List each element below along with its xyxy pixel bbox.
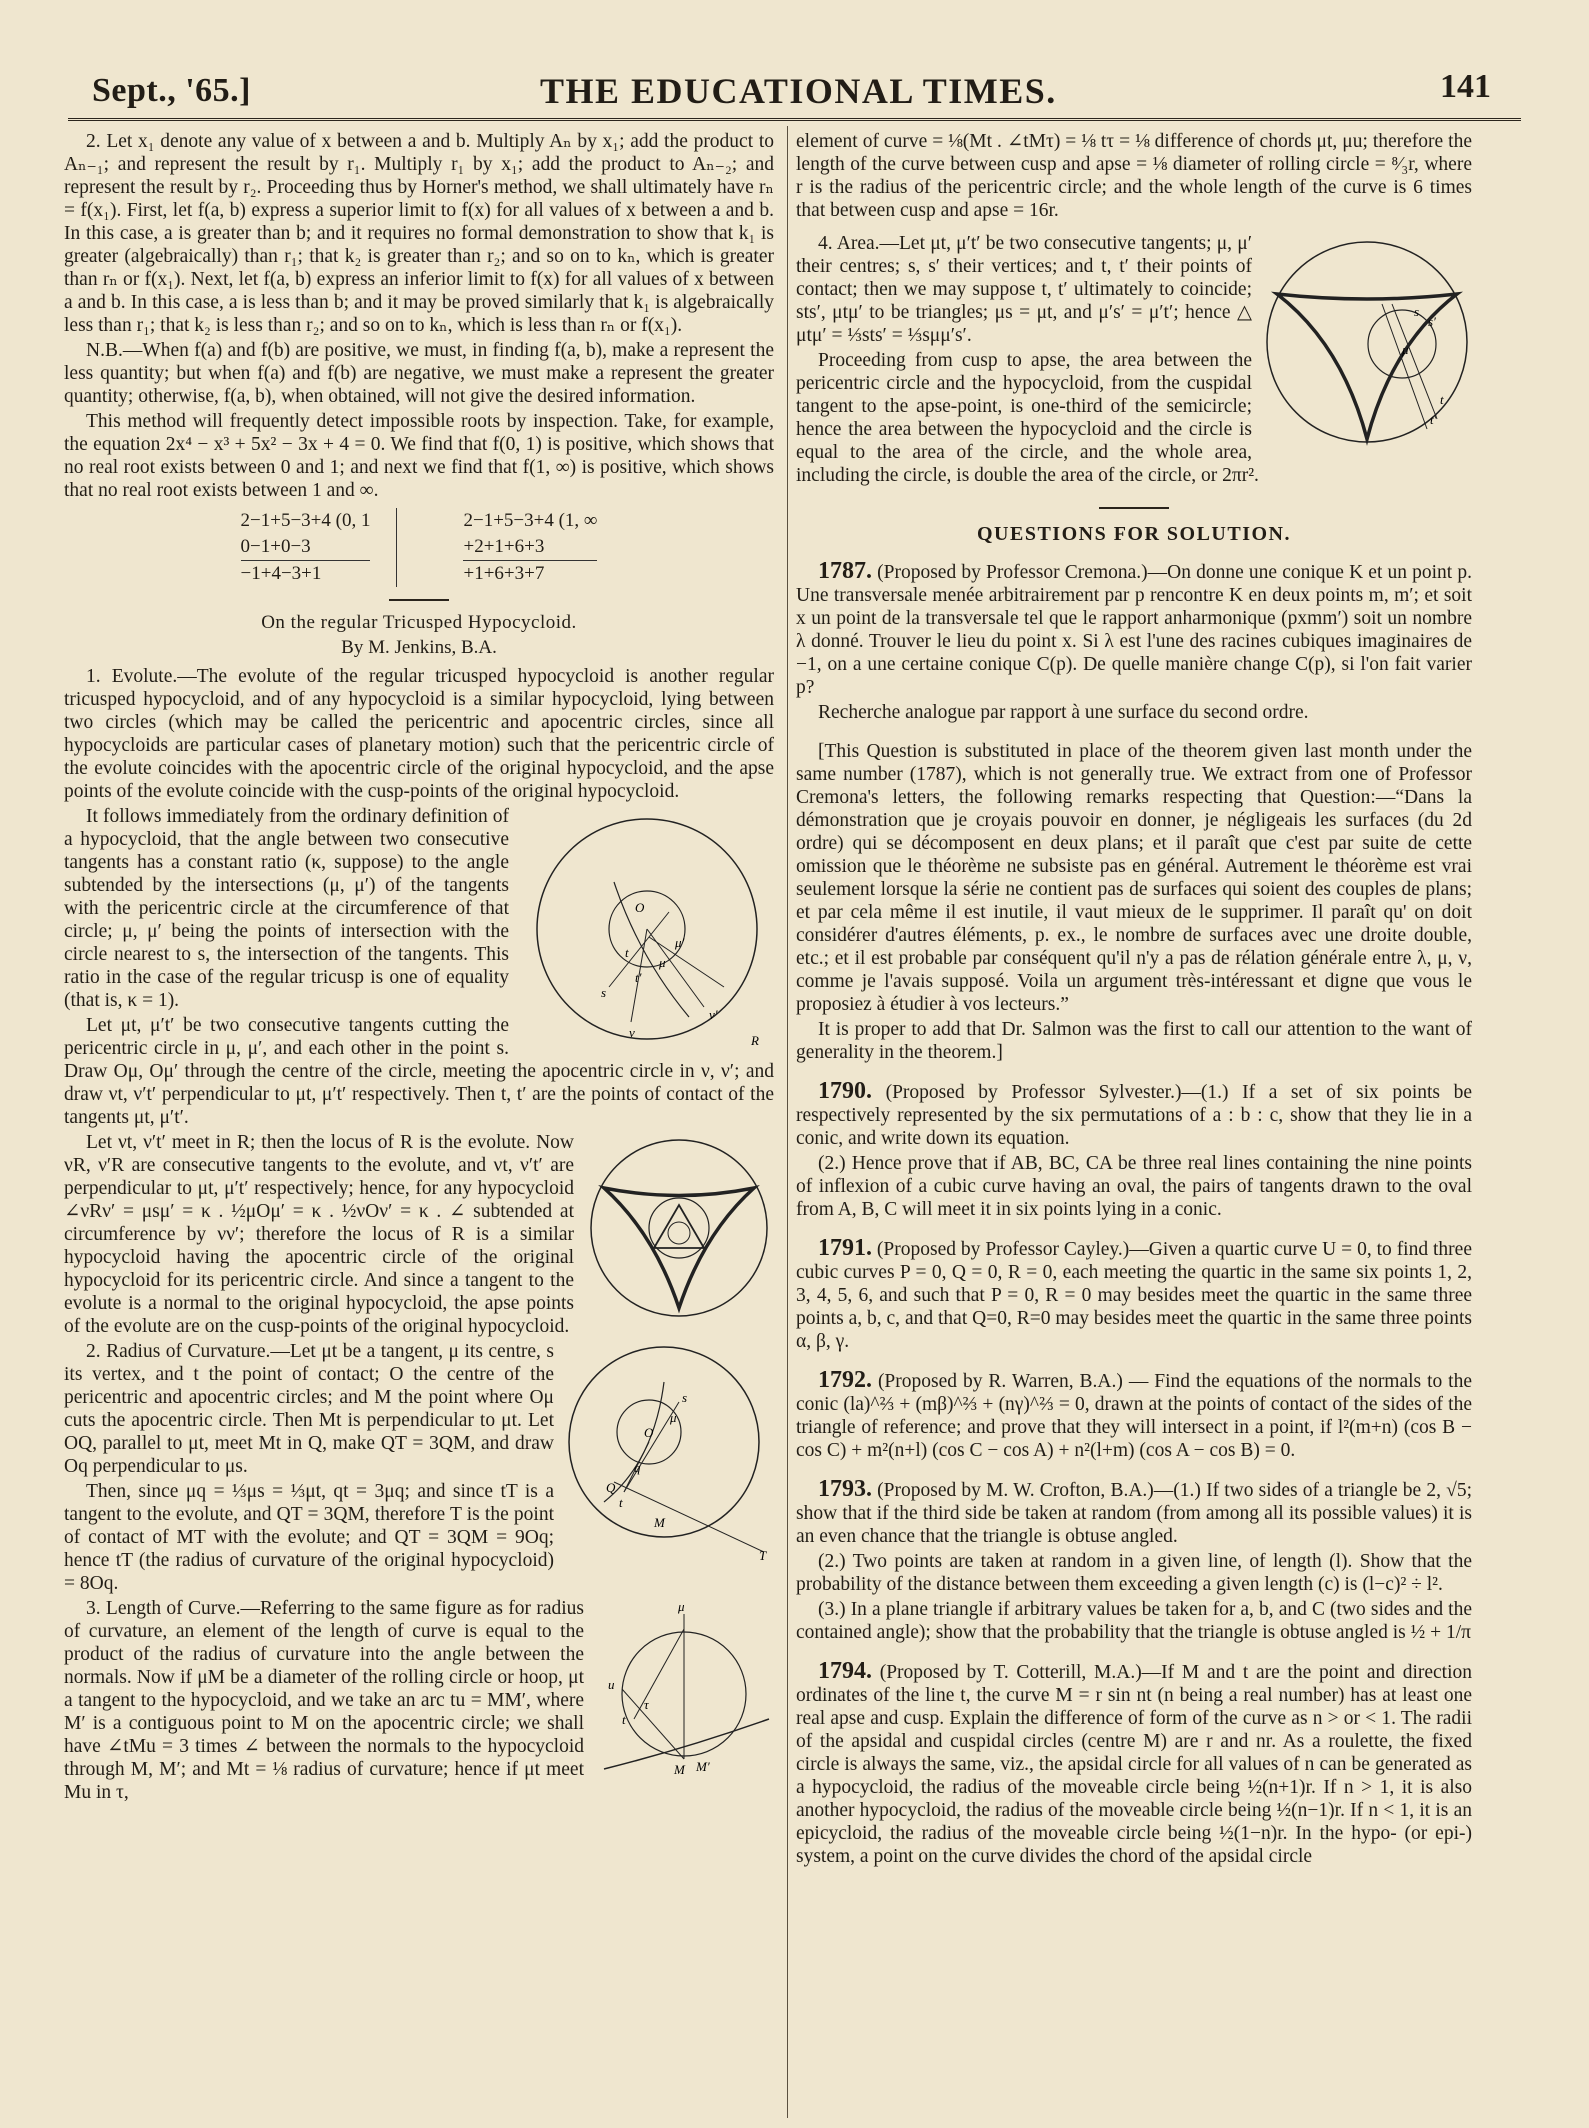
then-paragraph: Then, since μq = ⅓μs = ⅓μt, qt = 3μq; and since tT is a tangent to the evolute, and QT = 3QM, therefore T is the point of contact of MT with the evolute; and QT = 3QM = 9Oq; hence tT (the radius of curvature of the original hypocycloid) = 8Oq. <box>64 1481 554 1594</box>
length-of-curve-figure <box>594 1599 774 1779</box>
calc-left-row: 2−1+5−3+4 (0, 1 <box>240 510 371 531</box>
calc-left-result: −1+4−3+1 <box>241 560 371 587</box>
spacer <box>796 726 1472 740</box>
nb-paragraph: N.B.—When f(a) and f(b) are positive, we must, in finding f(a, b), make a represent the less quantity; but when f(a) and f(b) are negative, we must make a represent the greater quantity; otherwise, f(a, b), when obtained, will not give the desired information. <box>64 340 774 407</box>
fig3-label: μ <box>670 1410 677 1425</box>
question-1787-b: Recherche analogue par rapport à une surface du second ordre. <box>818 702 1309 723</box>
fig1-label: t <box>625 945 629 960</box>
figure-block-4 <box>64 1597 774 1806</box>
fig4-label: t <box>622 1712 626 1727</box>
fig5-label: μ <box>1402 342 1409 357</box>
calc-right-row: 2−1+5−3+4 (1, ∞ <box>463 510 598 531</box>
spacer <box>796 1464 1472 1478</box>
question-1787-note: [This Question is substituted in place of the theorem given last month under the same number (1787), which is not generally true. We extract from one of Professor Cremona's letters, the following remarks respecting that Question:—“Dans la démonstration que je croyais pouvoir en donner, je négligeais les surfaces (du 2d ordre) qui se décomposent en deux plans; et il paraît que c'est par suite de cette omission que le théorème ne subsiste pas en général. Autrement le théorème est vrai seulement lorsque la série ne contient pas de surfaces qui soient des couples de plans; et par cela même il est inutile, il vaut mieux de le supprimer. Il paraît qu' on doit considérer d'autres éléments, p. ex., le nombre de surfaces avec une droite double, etc.; et il est probable par conséquent qu'il n'y a pas de rélation générale entre λ, μ, ν, comme je l'avais supposé. Voila un argument très-intéressant et digne que vous le proposiez à étudier à vos lecteurs.” <box>796 741 1472 1015</box>
question-1793 <box>796 1478 1472 1548</box>
article-title: On the regular Tricusped Hypocycloid. <box>261 612 577 633</box>
fig3-label: M <box>654 1515 665 1530</box>
fig4-label: τ <box>644 1697 649 1712</box>
right-column <box>796 130 1472 1870</box>
length-paragraph: 3. Length of Curve.—Referring to the same figure as for radius of curvature, an element of the length of curve is equal to the product of the radius of curvature into the angle between the normals. Now if μM be a diameter of the rolling circle or hoop, μt a tangent to the hypocycloid, and we take an arc tu = MM′, where M′ is a contiguous point to M on the apocentric circle; we shall have ∠tMu = 3 times ∠ between the normals to the hypocycloid through M, M′; and Mt = ⅛ radius of curvature; hence if μt meet Mu in τ, <box>64 1598 584 1803</box>
question-text: (Proposed by Professor Cremona.)—On donne une conique K et un point p. Une transversale menée arbitrairement par p rencontre K en deux points m, m′; et soit x un point de la transversale tel que le rapport anharmonique (pxmm′) soit un nombre λ donné. Trouver le lieu du point x. Si λ est l'une des racines cubiques imaginaires de −1, on a une certaine conique C(p). De quelle manière change C(p), si l'on fait varier p? <box>796 562 1472 698</box>
header-rule <box>68 118 1521 121</box>
fig1-label: ν <box>629 1025 635 1040</box>
calc-right-row: +2+1+6+3 <box>463 536 545 557</box>
spacer <box>796 1223 1472 1237</box>
question-1787 <box>796 560 1472 699</box>
calc-right <box>437 508 623 587</box>
fig5-label: t <box>1440 392 1444 407</box>
figure-block-3 <box>64 1340 774 1597</box>
article-author: By M. Jenkins, B.A. <box>341 637 497 658</box>
issue-date: Sept., '65.] <box>92 72 251 109</box>
section-rule <box>389 599 449 601</box>
fig3-label: s <box>682 1390 688 1405</box>
left-column <box>64 130 774 1806</box>
fig1-label: s <box>601 985 607 1000</box>
publication-title: THE EDUCATIONAL TIMES. <box>540 71 1057 111</box>
question-number: 1794. <box>818 1658 872 1684</box>
question-1793-b: (2.) Two points are taken at random in a given line, of length (l). Show that the probability of the distance between them exceeding a given length (c) is (l−c)² ÷ l². <box>796 1551 1472 1595</box>
figure-block-5 <box>796 232 1472 489</box>
follows-paragraph: It follows immediately from the ordinary definition of a hypocycloid, that the angle between two consecutive tangents has a constant ratio (κ, suppose) to the angle subtended by the intersections (μ, μ′) of the tangents with the pericentric circle at the circumference of that circle; μ, μ′ being the points of intersection with the circle nearest to s, the intersection of the tangents. This ratio in the case of the regular tricusp is one of equality (that is, κ = 1). <box>64 806 509 1011</box>
question-1794 <box>796 1660 1472 1868</box>
fig1-label: μ <box>659 955 666 970</box>
figure-block-2 <box>64 1131 774 1340</box>
question-number: 1787. <box>818 558 872 584</box>
fig5-label: s′ <box>1428 314 1436 329</box>
question-1791 <box>796 1237 1472 1353</box>
question-number: 1793. <box>818 1476 872 1502</box>
fig3-label: q <box>634 1460 641 1475</box>
synthetic-division-table <box>64 508 774 587</box>
fig3-label: T <box>759 1548 767 1563</box>
locus-paragraph: Let νt, ν′t′ meet in R; then the locus of R is the evolute. Now νR, ν′R are consecutive tangents to the evolute, and νt, ν′t′ are perpendicular to μt, μ′t′ respectively; hence, for any hypocycloid ∠νRν′ = μsμ′ = κ . ½μOμ′ = κ . ½νOν′ = κ . ∠ subtended at circumference by νν′; therefore the locus of R is a similar hypocycloid having the apocentric circle of the original hypocycloid for its pericentric circle. And since a tangent to the evolute is a normal to the original hypocycloid, the apse points of the evolute are on the cusp-points of the original hypocycloid. <box>64 1132 574 1337</box>
spacer <box>796 1355 1472 1369</box>
example-paragraph: This method will frequently detect impossible roots by inspection. Take, for example, the equation 2x⁴ − x³ + 5x² − 3x + 4 = 0. We find that f(0, 1) is positive, which shows that no real root exists between 0 and 1; and next we find that f(1, ∞) is positive, which shows that no real root exists between 1 and ∞. <box>64 411 774 501</box>
fig4-label: M′ <box>696 1759 710 1774</box>
fig1-label: μ′ <box>675 935 685 950</box>
fig1-label: t′ <box>635 970 642 985</box>
question-1787-note-end: It is proper to add that Dr. Salmon was the first to call our attention to the want of generality in the theorem.] <box>796 1019 1472 1063</box>
area-figure <box>1262 234 1472 449</box>
calc-left <box>215 508 398 587</box>
fig3-label: Q <box>606 1480 616 1495</box>
page-number: 141 <box>1440 68 1491 105</box>
question-1790-b: (2.) Hence prove that if AB, BC, CA be three real lines containing the nine points of inflexion of a cubic curve having an oval, the pairs of tangents drawn to the oval from A, B, C will meet it in six points lying in a conic. <box>796 1153 1472 1220</box>
figure-block-1 <box>64 805 774 1131</box>
element-paragraph: element of curve = ⅛(Mt . ∠tMτ) = ⅛ tτ = ⅛ difference of chords μt, μu; therefore the length of the curve between cusp and apse = ⅛ diameter of rolling circle = ⁸⁄₃r, where r is the radius of the pericentric circle; and the whole length of the curve is 6 times that between cusp and apse = 16r. <box>796 131 1472 221</box>
question-text: (Proposed by T. Cotterill, M.A.)—If M and t are the point and direction ordinates of the line t, the curve M = r sin nt (n being a real number) has at least one real apse and cusp. Explain the difference of form of the curve as n > or < 1. The radii of the apsidal and cuspidal circles (centre M) are r and nr. As a roulette, the fixed circle is always the same, viz., the apsidal circle for all values of n can be generated as a hypocycloid, the radius of the moveable circle being ½(n+1)r. If n > 1, it is also another hypocycloid, the radius of the moveable circle being ½(n−1)r. If n < 1, it is an epicycloid, the radius of the moveable circle being ½(1−n)r. In the hypo- (or epi-) system, a point on the curve divides the chord of the apsidal circle <box>796 1662 1472 1867</box>
question-1793-c: (3.) In a plane triangle if arbitrary values be taken for a, b, and C (two sides and the contained angle); show that the probability that the triangle is obtuse angled is ½ + 1/π <box>796 1599 1472 1643</box>
question-1792 <box>796 1369 1472 1462</box>
spacer <box>796 1646 1472 1660</box>
question-1790 <box>796 1080 1472 1150</box>
spacer <box>796 1066 1472 1080</box>
fig4-label: u <box>608 1677 615 1692</box>
area-paragraph: 4. Area.—Let μt, μ′t′ be two consecutive tangents; μ, μ′ their centres; s, s′ their vertices; and t, t′ their points of contact; then we may suppose t, t′ ultimately to coincide; sts′, μtμ′ to be triangles; μs = μt, and μ′s′ = μ′t′; hence △ μtμ′ = ⅓sts′ = ⅓sμμ′s′. <box>796 233 1252 346</box>
question-number: 1792. <box>818 1367 872 1393</box>
question-number: 1791. <box>818 1235 872 1261</box>
fig1-label: O <box>635 900 645 915</box>
fig4-label: M <box>674 1762 685 1777</box>
question-text: (Proposed by M. W. Crofton, B.A.)—(1.) If two sides of a triangle be 2, √5; show that if the third side be taken at random (from among all its possible values) it is an even chance that the triangle is obtuse angled. <box>796 1480 1472 1547</box>
evolute-paragraph: 1. Evolute.—The evolute of the regular tricusped hypocycloid is another regular tricusped hypocycloid, and of any hypocycloid is a similar hypocycloid, lying between two circles (which may be called the pericentric and apocentric circles, since all hypocycloids are particular cases of planetary motion) such that the pericentric circle of the evolute coincides with the apocentric circle of the original hypocycloid, and the apse points of the evolute coincide with the cusp-points of the original hypocycloid. <box>64 666 774 802</box>
fig3-label: O <box>644 1425 654 1440</box>
question-text: (Proposed by Professor Cayley.)—Given a quartic curve U = 0, to find three cubic curves P = 0, Q = 0, R = 0, each meeting the quartic in the same six points 1, 2, 3, 4, 5, 6, and such that P = 0, R = 0 may besides meet the quartic in the same three points a, b, c, and that Q=0, R=0 may besides meet the quartic in the same three points α, β, γ. <box>796 1239 1472 1352</box>
fig5-label: s <box>1414 304 1420 319</box>
fig3-label: t <box>619 1495 623 1510</box>
proceeding-paragraph: Proceeding from cusp to apse, the area between the pericentric circle and the hypocycloid, from the cuspidal tangent to the apse-point, is one-third of the semicircle; hence the area between the hypocycloid and the circle is equal to the area of the circle, and the whole area, including the circle, is double the area of the circle, or 2πr². <box>796 350 1259 486</box>
radius-of-curvature-figure <box>564 1342 774 1567</box>
section-rule <box>1099 507 1169 509</box>
calc-right-result: +1+6+3+7 <box>463 560 597 587</box>
fig1-label: R <box>751 1033 759 1048</box>
fig5-label: t′ <box>1430 412 1437 427</box>
fig1-label: ν′ <box>709 1007 718 1022</box>
question-text: (Proposed by Professor Sylvester.)—(1.) If a set of six points be respectively represented by the six permutations of a : b : c, show that they lie in a conic, and write down its equation. <box>796 1082 1472 1149</box>
radius-paragraph: 2. Radius of Curvature.—Let μt be a tangent, μ its centre, s its vertex, and t the point of contact; O the centre of the pericentric and apocentric circles; and M the point where Oμ cuts the apocentric circle. Then Mt is perpendicular to μt. Let OQ, parallel to μt, meet Mt in Q, make QT = 3QM, and draw Oq perpendicular to μs. <box>64 1341 554 1477</box>
questions-heading: QUESTIONS FOR SOLUTION. <box>976 523 1291 545</box>
question-text: (Proposed by R. Warren, B.A.) — Find the equations of the normals to the conic (la)^⅔ + (mβ)^⅔ + (nγ)^⅔ = 0, drawn at the points of contact of the sides of the triangle of reference; and prove that they will intersect in a point, if l²(m+n) (cos B − cos C) + m²(n+l) (cos C − cos A) + n²(l+m) (cos A − cos B) = 0. <box>796 1371 1472 1461</box>
fig4-label: μ <box>678 1599 685 1614</box>
question-number: 1790. <box>818 1078 872 1104</box>
horner-paragraph: 2. Let x₁ denote any value of x between a and b. Multiply Aₙ by x₁; add the product to Aₙ₋₁; and represent the result by r₁. Multiply r₁ by x₁; add the product to Aₙ₋₂; and represent the result by r₂. Proceeding thus by Horner's method, we shall ultimately have rₙ = f(x₁). First, let f(a, b) express a superior limit to f(x) for all values of x between a and b. In this case, a is greater than b; and it requires no formal demonstration to show that k₁ is greater (algebraically) than r₁; that k₂ is greater than r₂; and so on to kₙ, which is greater than rₙ or f(x₁). Next, let f(a, b) express an inferior limit to f(x) for all values of x between a and b. In this case, a is less than b; and it may be proved similarly that k₁ is algebraically less than r₁; that k₂ is less than r₂; and so on to kₙ, which is less than rₙ or f(x₁). <box>64 131 774 336</box>
tangents-paragraph: Let μt, μ′t′ be two consecutive tangents cutting the pericentric circle in μ, μ′, and each other in the point s. Draw Oμ, Oμ′ through the centre of the circle, meeting the apocentric circle in ν, ν′; and draw νt, ν′t′ perpendicular to μt, μ′t′ respectively. Then t, t′ are the points of contact of the tangents μt, μ′t′. <box>64 1015 774 1128</box>
column-divider <box>787 126 788 2118</box>
hypocycloid-tangent-figure <box>519 807 774 1057</box>
tricusp-evolute-figure <box>584 1133 774 1323</box>
calc-left-row: 0−1+0−3 <box>240 536 311 557</box>
